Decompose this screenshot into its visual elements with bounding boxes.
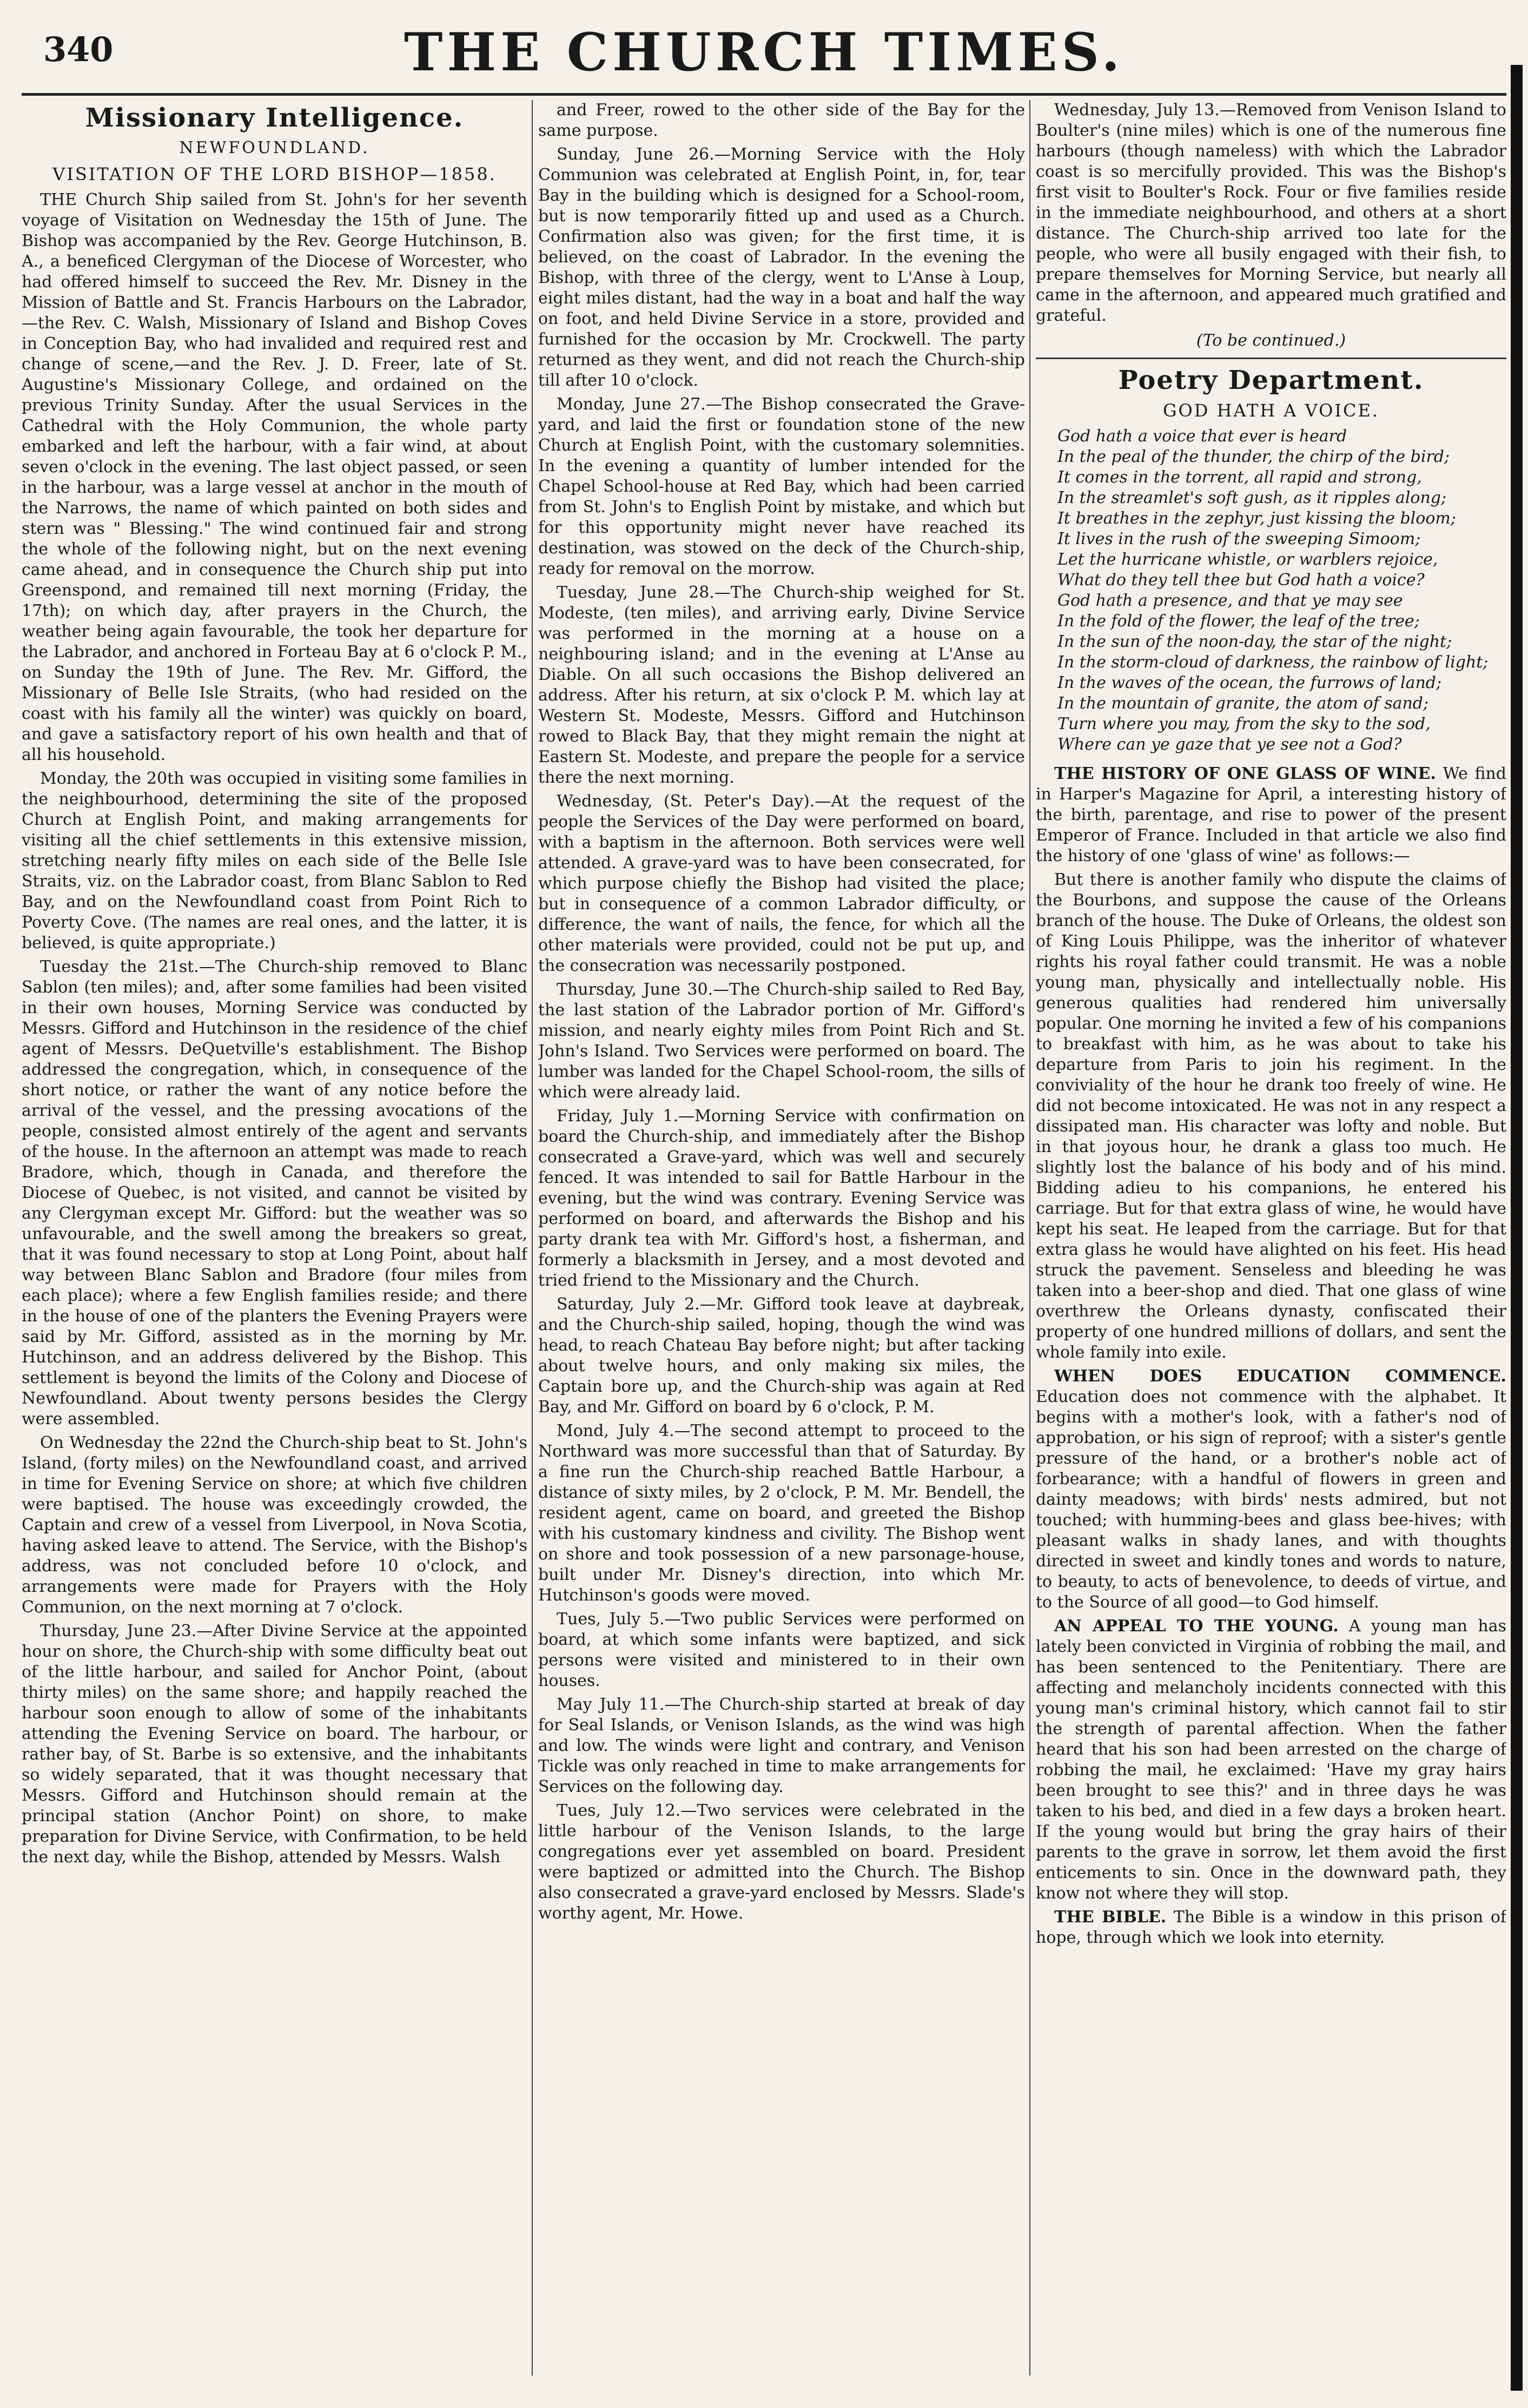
article-paragraph: Tuesday, June 28.—The Church-ship weighed for St. Modeste, (ten miles), and arriving early, Divine Service was performed in the morning at a house on a neighbouring island; and in the evening at L'Anse au Diable. On all such occasions the Bishop delivered an address. After his return, at six o'clock P. M. which lay at Western St. Modeste, Messrs. Gifford and Hutchinson rowed to Black Bay, that they might remain the night at Eastern St. Modeste, and prepare the people for a service there the next morning. xyxy=(538,583,1025,787)
poem-line: It breathes in the zephyr, just kissing the bloom; xyxy=(1057,509,1456,528)
poem-line: Where can ye gaze that ye see not a God? xyxy=(1057,735,1402,754)
article-paragraph: Saturday, July 2.—Mr. Gifford took leave at daybreak, and the Church-ship sailed, hoping, though the wind was head, to reach Chateau Bay before night; but after tacking about twelve hours, and only making six miles, the Captain bore up, and the Church-ship was again at Red Bay, and Mr. Gifford on board by 6 o'clock, P. M. xyxy=(538,1295,1025,1417)
article-heading: WHEN DOES EDUCATION COMMENCE. xyxy=(1054,1367,1506,1386)
article-paragraph xyxy=(1036,870,1506,1363)
article-paragraph: Monday, the 20th was occupied in visiting some families in the neighbourhood, determining the site of the proposed Church at English Point, and making arrangements for visiting all the chief settlements in this extensive mission, stretching nearly fifty miles on each side of the Belle Isle Straits, viz. on the Labrador coast, from Blanc Sablon to Red Bay, and on the Newfoundland coast from Point Rich to Poverty Cove. (The names are real ones, and the latter, it is believed, is quite appropriate.) xyxy=(22,769,527,952)
article-paragraph: Tues, July 5.—Two public Services were performed on board, at which some infants were baptized, and sick persons were visited and ministered to in their own houses. xyxy=(538,1610,1025,1690)
article-paragraph: Sunday, June 26.—Morning Service with the Holy Communion was celebrated at English Point, in, for, tear Bay in the building which is designed for a School-room, but is now temporarily fitted up and used as a Church. Confirmation also was given; for the first time, it is believed, on the coast of Labrador. In the evening the Bishop, with three of the clergy, went to L'Anse à Loup, eight miles distant, had the way in a boat and half the way on foot, and held Divine Service in a store, provided and furnished for the occasion by Mr. Crockwell. The party returned as they went, and did not reach the Church-ship till after 10 o'clock. xyxy=(538,145,1025,390)
subheading-newfoundland: NEWFOUNDLAND. xyxy=(179,138,370,157)
newspaper-title: THE CHURCH TIMES. xyxy=(404,22,1124,83)
article-text: Education does not commence with the alphabet. It begins with a mother's look, with a father's nod of approbation, or his sign of reproof; with a sister's gentle pressure of the hand, or a brother's noble act of forbearance; with a handful of flowers in green and dainty meadows; with birds' nests admired, but not touched; with humming-bees and glass bee-hives; with pleasant walks in shady lanes, and with thoughts directed in sweet and kindly tones and words to nature, to beauty, to acts of benevolence, to deeds of virtue, and to the Source of all good—to God himself. xyxy=(1036,1387,1506,1612)
article-paragraph xyxy=(1036,1616,1506,1904)
column-2-body xyxy=(538,100,1025,1924)
article-paragraph: and Freer, rowed to the other side of the Bay for the same purpose. xyxy=(538,101,1025,140)
poem-line: What do they tell thee but God hath a voice? xyxy=(1057,571,1425,590)
to-be-continued: (To be continued.) xyxy=(1196,331,1346,350)
section-rule xyxy=(1036,358,1506,359)
article-title-visitation: VISITATION OF THE LORD BISHOP—1858. xyxy=(52,164,497,184)
article-paragraph: Tuesday the 21st.—The Church-ship removed to Blanc Sablon (ten miles); and, after some families had been visited in their own houses, Morning Service was conducted by Messrs. Gifford and Hutchinson in the residence of the chief agent of Messrs. DeQuetville's establishment. The Bishop addressed the congregation, which, in consequence of the short notice, or rather the want of any notice before the arrival of the vessel, and the pressing avocations of the people, consisted almost entirely of the agent and servants of the house. In the afternoon an attempt was made to reach Bradore, which, though in Canada, and therefore the Diocese of Quebec, is not visited, and cannot be visited by any Clergyman except Mr. Gifford: but the weather was so unfavourable, and the swell among the breakers so great, that it was found necessary to stop at Long Point, about half way between Blanc Sablon and Bradore (four miles from each place); where a few English families reside; and there in the house of one of the planters the Evening Prayers were said by Mr. Gifford, assisted as in the morning by Mr. Hutchinson, and an address delivered by the Bishop. This settlement is beyond the limits of the Colony and Diocese of Newfoundland. About twenty persons besides the Clergy were assembled. xyxy=(22,957,527,1428)
column-1 xyxy=(22,100,527,2376)
article-paragraph: THE Church Ship sailed from St. John's for her seventh voyage of Visitation on Wednesday the 15th of June. The Bishop was accompanied by the Rev. George Hutchinson, B. A., a beneficed Clergyman of the Diocese of Worcester, who had offered himself to succeed the Rev. Mr. Disney in the Mission of Battle and St. Francis Harbours on the Labrador,—the Rev. C. Walsh, Missionary of Island and Bishop Coves in Conception Bay, who had invalided and required rest and change of scene,—and the Rev. J. D. Freer, late of St. Augustine's Missionary College, and ordained on the previous Trinity Sunday. After the usual Services in the Cathedral with the Holy Communion, the whole party embarked and left the harbour, with a fair wind, at about seven o'clock in the evening. The last object passed, or seen in the harbour, was a large vessel at anchor in the mouth of the Narrows, the name of which painted on both sides and stern was " Blessing." The wind continued fair and strong the whole of the following night, but on the next evening came ahead, and in consequence the Church ship put into Greenspond, and remained till next morning (Friday, the 17th); on which day, after prayers in the Church, the weather being again favourable, the took her departure for the Labrador, and anchored in Forteau Bay at 6 o'clock P. M., on Sunday the 19th of June. The Rev. Mr. Gifford, the Missionary of Belle Isle Straits, (who had resided on the coast with his family all the winter) was quickly on board, and gave a satisfactory report of his own health and that of all his household. xyxy=(22,190,527,764)
article-paragraph: Wednesday, (St. Peter's Day).—At the request of the people the Services of the Day were performed on board, with a baptism in the afternoon. Both services were well attended. A grave-yard was to have been consecrated, for which purpose chiefly the Bishop had visited the place; but in consequence of a common Labrador difficulty, or difference, the want of nails, the fence, for which all the other materials were provided, could not be put up, and the consecration was necessarily postponed. xyxy=(538,792,1025,975)
page-number: 340 xyxy=(43,30,114,69)
article-paragraph: Thursday, June 30.—The Church-ship sailed to Red Bay, the last station of the Labrador portion of Mr. Gifford's mission, and nearly eighty miles from Point Rich and St. John's Island. Two Services were performed on board. The lumber was landed for the Chapel School-room, the sills of which were already laid. xyxy=(538,980,1025,1102)
article-text: The Bible is a window in this prison of hope, through which we look into eternity. xyxy=(1036,1908,1506,1947)
page-edge-shadow xyxy=(1511,65,1523,2391)
article-heading: THE BIBLE. xyxy=(1054,1908,1167,1927)
column-1-body xyxy=(22,190,527,1868)
article-heading: THE HISTORY OF ONE GLASS OF WINE. xyxy=(1054,764,1436,783)
column-divider xyxy=(1029,100,1030,2376)
poem-line: It lives in the rush of the sweeping Simoom; xyxy=(1057,530,1421,548)
poem-title: GOD HATH A VOICE. xyxy=(1162,400,1380,421)
article-paragraph: Tues, July 12.—Two services were celebrated in the little harbour of the Venison Islands, to the large congregations ever yet assembled on board. President were baptized or admitted into the Church. The Bishop also consecrated a grave-yard enclosed by Messrs. Slade's worthy agent, Mr. Howe. xyxy=(538,1801,1025,1923)
article-paragraph xyxy=(1036,764,1506,866)
article-paragraph: Thursday, June 23.—After Divine Service at the appointed hour on shore, the Church-ship with some difficulty beat out of the little harbour, and sailed for Anchor Point, (about thirty miles) on the same shore; and happily reached the harbour soon enough to allow of some of the inhabitants attending the Evening Service on board. The harbour, or rather bay, of St. Barbe is so extensive, and the inhabitants so widely separated, that it was thought necessary that Messrs. Gifford and Hutchinson should remain at the principal station (Anchor Point) on shore, to make preparation for Divine Service, with Confirmation, to be held the next day, while the Bishop, attended by Messrs. Walsh xyxy=(22,1622,527,1867)
column-2 xyxy=(538,100,1025,2376)
poem-line: It comes in the torrent, all rapid and strong, xyxy=(1057,468,1422,487)
article-text: A young man has lately been convicted in Virginia of robbing the mail, and has been sentenced to the Penitentiary. There are affecting and melancholy incidents connected with this young man's criminal history, which cannot fail to stir the strength of parental affection. When the father heard that his son had been arrested on the charge of robbing the mail, he exclaimed: 'Have my gray hairs been brought to see this?' and in three days he was taken to his bed, and died in a few days a broken heart. If the young would but bring the gray hairs of their parents to the grave in sorrow, let them avoid the first enticements to sin. Once in the downward path, they know not where they will stop. xyxy=(1036,1617,1506,1903)
poem-line: Turn where you may, from the sky to the sod, xyxy=(1057,715,1431,733)
article-paragraph: Wednesday, July 13.—Removed from Venison Island to Boulter's (nine miles) which is one of the numerous fine harbours (though nameless) with which the Labrador coast is so mercifully provided. This was the Bishop's first visit to Boulter's Rock. Four or five families reside in the immediate neighbourhood, and others at a short distance. The Church-ship arrived too late for the people, who were all busily engaged with their fish, to prepare themselves for Morning Service, but nearly all came in the afternoon, and appeared much gratified and grateful. xyxy=(1036,101,1506,325)
poem-line: In the mountain of granite, the atom of sand; xyxy=(1057,694,1429,713)
poem-line: In the fold of the flower, the leaf of the tree; xyxy=(1057,612,1420,631)
column-3 xyxy=(1036,100,1506,2376)
section-title-missionary: Missionary Intelligence. xyxy=(85,103,464,133)
poem-line: In the storm-cloud of darkness, the rainbow of light; xyxy=(1057,653,1489,672)
poem-line: God hath a voice that ever is heard xyxy=(1057,427,1347,446)
article-text: But there is another family who dispute the claims of the Bourbons, and suppose the cause of the Orleans branch of the house. The Duke of Orleans, the oldest son of King Louis Philippe, was the inheritor of whatever rights his royal father could transmit. He was a noble young man, physically and intellectually noble. His generous qualities had rendered him universally popular. One morning he invited a few of his companions to breakfast with him, as he was about to take his departure from Paris to join his regiment. In the conviviality of the hour he drank too freely of wine. He did not become intoxicated. He was not in any respect a dissipated man. His character was lofty and noble. But in that joyous hour, he drank a glass too much. He slightly lost the balance of his body and of his mind. Bidding adieu to his companions, he entered his carriage. But for that extra glass of wine, he would have kept his seat. He leaped from the carriage. But for that extra glass he would have alighted on his feet. His head struck the pavement. Senseless and bleeding he was taken into a beer-shop and died. That one glass of wine overthrew the Orleans dynasty, confiscated their property of one hundred millions of dollars, and sent the whole family into exile. xyxy=(1036,870,1506,1362)
article-paragraph: Mond, July 4.—The second attempt to proceed to the Northward was more successful than that of Saturday. By a fine run the Church-ship reached Battle Harbour, a distance of sixty miles, by 2 o'clock, P. M. Mr. Bendell, the resident agent, came on board, and greeted the Bishop with his customary kindness and civility. The Bishop went on shore and took possession of a new parsonage-house, built under Mr. Disney's direction, into which Mr. Hutchinson's goods were moved. xyxy=(538,1421,1025,1605)
poem-line: God hath a presence, and that ye may see xyxy=(1057,591,1403,610)
poem-line: In the peal of the thunder, the chirp of the bird; xyxy=(1057,447,1450,466)
article-heading: AN APPEAL TO THE YOUNG. xyxy=(1054,1617,1339,1636)
section-title-poetry: Poetry Department. xyxy=(1118,365,1424,395)
masthead xyxy=(22,11,1506,92)
column-3-articles xyxy=(1036,764,1506,1948)
poem-line: In the sun of the noon-day, the star of the night; xyxy=(1057,632,1452,651)
column-divider xyxy=(532,100,533,2376)
poem-line: In the waves of the ocean, the furrows of land; xyxy=(1057,673,1442,692)
poem-line: In the streamlet's soft gush, as it ripples along; xyxy=(1057,488,1447,507)
article-paragraph xyxy=(1036,1366,1506,1613)
poem xyxy=(1057,426,1506,755)
article-paragraph: May July 11.—The Church-ship started at break of day for Seal Islands, or Venison Islands, as the wind was high and low. The winds were light and contrary, and Venison Tickle was only reached in time to make arrangements for Services on the following day. xyxy=(538,1695,1025,1796)
article-paragraph xyxy=(1036,1907,1506,1948)
poem-line: Let the hurricane whistle, or warblers rejoice, xyxy=(1057,550,1438,569)
article-paragraph: Friday, July 1.—Morning Service with confirmation on board the Church-ship, and immediately after the Bishop consecrated a Grave-yard, which was well and securely fenced. It was intended to sail for Battle Harbour in the evening, but the wind was contrary. Evening Service was performed on board, and afterwards the Bishop and his party drank tea with Mr. Gifford's host, a fisherman, and formerly a blacksmith in Jersey, and a most devoted and tried friend to the Missionary and the Church. xyxy=(538,1107,1025,1290)
masthead-rule xyxy=(22,93,1506,96)
article-paragraph: Monday, June 27.—The Bishop consecrated the Grave-yard, and laid the first or foundation stone of the new Church at English Point, with the customary solemnities. In the evening a quantity of lumber intended for the Chapel School-house at Red Bay, which had been carried from St. John's to English Point by mistake, and which but for this opportunity might never have reached its destination, was stowed on the deck of the Church-ship, ready for removal on the morrow. xyxy=(538,395,1025,578)
article-paragraph: On Wednesday the 22nd the Church-ship beat to St. John's Island, (forty miles) on the Newfoundland coast, and arrived in time for Evening Service on shore; at which five children were baptised. The house was exceedingly crowded, the Captain and crew of a vessel from Liverpool, in Nova Scotia, having asked leave to attend. The Service, with the Bishop's address, was not concluded before 10 o'clock, and arrangements were made for Prayers with the Holy Communion, on the next morning at 7 o'clock. xyxy=(22,1433,527,1617)
article-text: We find in Harper's Magazine for April, a interesting history of the birth, parentage, and rise to power of the present Emperor of France. Included in that article we also find the history of one 'glass of wine' as follows:— xyxy=(1036,764,1506,865)
